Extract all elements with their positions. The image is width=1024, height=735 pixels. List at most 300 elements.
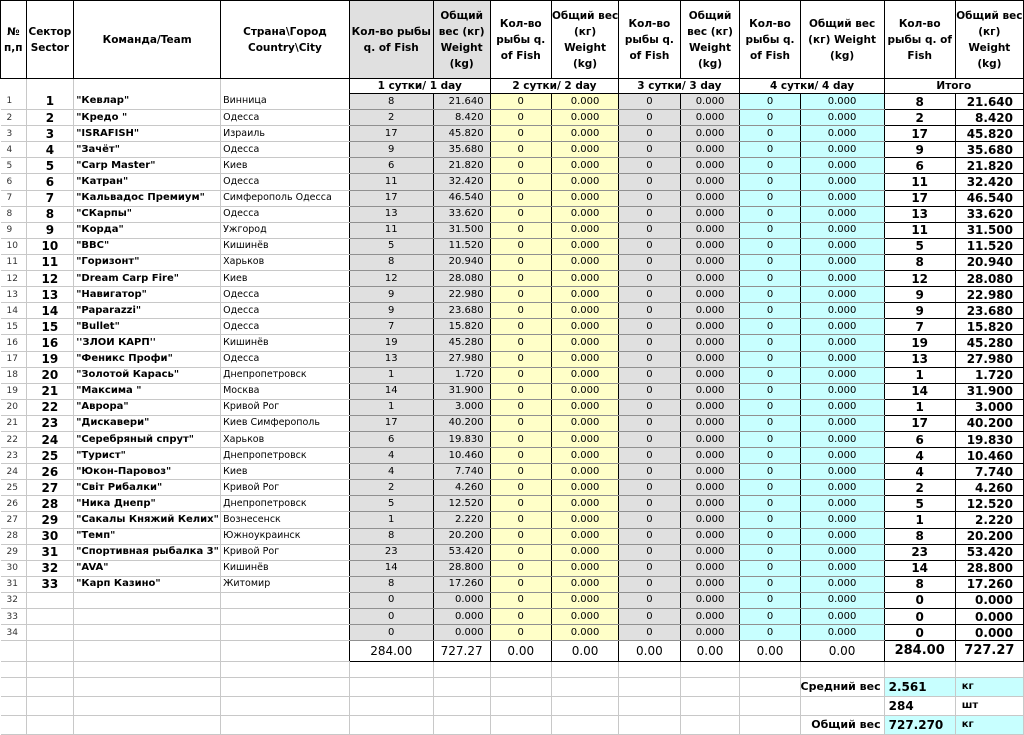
day4-qty: 0 [740, 544, 800, 560]
day2-weight: 0.000 [551, 271, 618, 287]
row-sector: 6 [26, 174, 74, 190]
row-team: "Феникс Профи" [74, 351, 221, 367]
row-city: Киев Симферополь [221, 415, 350, 431]
total-qty: 0 [884, 625, 955, 641]
day1-weight: 19.830 [433, 431, 490, 447]
row-city: Кишинёв [221, 335, 350, 351]
day2-qty: 0 [490, 576, 551, 592]
total-weight: 28.800 [955, 560, 1023, 576]
day1-qty: 8 [349, 528, 433, 544]
header-day2-weight: Общий вес (кг) Weight (kg) [551, 1, 618, 79]
total-weight: 21.820 [955, 158, 1023, 174]
row-sector: 22 [26, 399, 74, 415]
row-num: 29 [1, 544, 27, 560]
day3-weight: 0.000 [680, 431, 740, 447]
row-num: 16 [1, 335, 27, 351]
day2-qty: 0 [490, 528, 551, 544]
day1-weight: 2.220 [433, 512, 490, 528]
day1-weight: 20.940 [433, 254, 490, 270]
day3-qty: 0 [619, 592, 680, 608]
day1-weight: 23.680 [433, 303, 490, 319]
day1-weight: 45.820 [433, 126, 490, 142]
stat-avg-row [1, 678, 1024, 697]
day1-weight: 11.520 [433, 238, 490, 254]
day2-weight: 0.000 [551, 431, 618, 447]
day3-qty: 0 [619, 415, 680, 431]
day4-weight: 0.000 [800, 512, 884, 528]
total-weight: 20.940 [955, 254, 1023, 270]
row-sector: 14 [26, 303, 74, 319]
row-sector [26, 592, 74, 608]
day4-qty: 0 [740, 512, 800, 528]
row-city: Вознесенск [221, 512, 350, 528]
day4-weight: 0.000 [800, 351, 884, 367]
day3-weight: 0.000 [680, 448, 740, 464]
total-weight: 3.000 [955, 399, 1023, 415]
day3-qty: 0 [619, 206, 680, 222]
row-team: "Кредо " [74, 110, 221, 126]
day1-qty: 7 [349, 319, 433, 335]
day4-weight: 0.000 [800, 303, 884, 319]
day2-weight: 0.000 [551, 609, 618, 625]
day1-qty: 11 [349, 222, 433, 238]
day1-weight: 21.820 [433, 158, 490, 174]
row-city: Киев [221, 158, 350, 174]
row-team: "Кальвадос Премиум" [74, 190, 221, 206]
day4-weight: 0.000 [800, 142, 884, 158]
day1-qty: 17 [349, 415, 433, 431]
day4-qty: 0 [740, 287, 800, 303]
day1-qty: 0 [349, 592, 433, 608]
row-num: 12 [1, 271, 27, 287]
day3-qty: 0 [619, 464, 680, 480]
row-num: 6 [1, 174, 27, 190]
day1-weight: 45.280 [433, 335, 490, 351]
day1-qty: 14 [349, 383, 433, 399]
day4-qty: 0 [740, 464, 800, 480]
day3-qty: 0 [619, 335, 680, 351]
header-day3-weight: Общий вес (кг) Weight (kg) [680, 1, 740, 79]
table-row [1, 399, 1024, 415]
day3-qty: 0 [619, 448, 680, 464]
header-day3-qty: Кол-во рыбы q. of Fish [619, 1, 680, 79]
total-qty: 23 [884, 544, 955, 560]
row-team: "Навигатор" [74, 287, 221, 303]
row-city [221, 592, 350, 608]
day2-weight: 0.000 [551, 303, 618, 319]
day1-weight: 22.980 [433, 287, 490, 303]
day2-weight: 0.000 [551, 560, 618, 576]
day4-weight: 0.000 [800, 271, 884, 287]
day-blank [26, 79, 74, 94]
day2-weight: 0.000 [551, 399, 618, 415]
day4-weight: 0.000 [800, 464, 884, 480]
row-num: 20 [1, 399, 27, 415]
totals-blank [74, 641, 221, 662]
total-qty: 19 [884, 335, 955, 351]
row-sector: 16 [26, 335, 74, 351]
day1-qty: 6 [349, 431, 433, 447]
day4-weight: 0.000 [800, 126, 884, 142]
row-num: 26 [1, 496, 27, 512]
row-num: 18 [1, 367, 27, 383]
day3-weight: 0.000 [680, 206, 740, 222]
row-team: "Темп" [74, 528, 221, 544]
total-weight: 31.500 [955, 222, 1023, 238]
day1-qty: 1 [349, 399, 433, 415]
row-team: "Аврора" [74, 399, 221, 415]
day1-qty: 17 [349, 126, 433, 142]
row-city: Харьков [221, 431, 350, 447]
day4-qty: 0 [740, 335, 800, 351]
total-qty: 14 [884, 383, 955, 399]
total-weight: 23.680 [955, 303, 1023, 319]
day3-weight: 0.000 [680, 94, 740, 110]
row-sector: 23 [26, 415, 74, 431]
day4-qty: 0 [740, 126, 800, 142]
row-sector: 5 [26, 158, 74, 174]
day2-qty: 0 [490, 238, 551, 254]
row-sector: 32 [26, 560, 74, 576]
day1-weight: 35.680 [433, 142, 490, 158]
total-qty: 4 [884, 464, 955, 480]
day3-qty: 0 [619, 142, 680, 158]
header-total-qty: Кол-во рыбы q. of Fish [884, 1, 955, 79]
row-sector: 33 [26, 576, 74, 592]
row-team: "Carp Master" [74, 158, 221, 174]
day2-qty: 0 [490, 609, 551, 625]
day2-weight: 0.000 [551, 206, 618, 222]
day3-weight: 0.000 [680, 287, 740, 303]
table-row [1, 287, 1024, 303]
day1-qty: 8 [349, 576, 433, 592]
header-row [1, 1, 1024, 79]
day-blank [1, 79, 27, 94]
day4-weight: 0.000 [800, 560, 884, 576]
row-sector: 15 [26, 319, 74, 335]
day1-qty: 13 [349, 351, 433, 367]
day3-qty: 0 [619, 303, 680, 319]
day4-weight: 0.000 [800, 576, 884, 592]
day4-qty: 0 [740, 399, 800, 415]
row-num: 21 [1, 415, 27, 431]
row-city: Харьков [221, 254, 350, 270]
total-weight: 10.460 [955, 448, 1023, 464]
totals-blank [221, 641, 350, 662]
day3-weight: 0.000 [680, 496, 740, 512]
total-weight: 28.080 [955, 271, 1023, 287]
total-qty: 5 [884, 238, 955, 254]
spacer-row [1, 662, 1024, 678]
day1-qty: 0 [349, 625, 433, 641]
row-num: 27 [1, 512, 27, 528]
total-qty: 12 [884, 271, 955, 287]
row-sector: 28 [26, 496, 74, 512]
totals-blank [26, 641, 74, 662]
row-num: 11 [1, 254, 27, 270]
day-blank [74, 79, 221, 94]
table-row [1, 528, 1024, 544]
header-day2-qty: Кол-во рыбы q. of Fish [490, 1, 551, 79]
total-qty: 13 [884, 206, 955, 222]
day4-weight: 0.000 [800, 431, 884, 447]
total-weight: 2.220 [955, 512, 1023, 528]
table-row [1, 576, 1024, 592]
day2-qty: 0 [490, 592, 551, 608]
row-sector: 2 [26, 110, 74, 126]
day4-weight: 0.000 [800, 415, 884, 431]
day3-qty: 0 [619, 222, 680, 238]
day2-qty: 0 [490, 271, 551, 287]
total-weight: 4.260 [955, 480, 1023, 496]
day3-weight: 0.000 [680, 110, 740, 126]
total-qty: 9 [884, 287, 955, 303]
row-team: "Турист" [74, 448, 221, 464]
day2-weight: 0.000 [551, 464, 618, 480]
day3-weight: 0.000 [680, 560, 740, 576]
day1-qty: 9 [349, 303, 433, 319]
total-weight: 45.280 [955, 335, 1023, 351]
day4-qty: 0 [740, 496, 800, 512]
day2-weight: 0.000 [551, 480, 618, 496]
table-row [1, 335, 1024, 351]
row-team: "AVA" [74, 560, 221, 576]
day2-weight: 0.000 [551, 448, 618, 464]
table-row [1, 625, 1024, 641]
total-qty: 13 [884, 351, 955, 367]
row-city [221, 625, 350, 641]
total-overall-weight: 727.27 [955, 641, 1023, 662]
day2-weight: 0.000 [551, 254, 618, 270]
day2-qty: 0 [490, 287, 551, 303]
row-sector: 9 [26, 222, 74, 238]
total-day3-qty: 0.00 [619, 641, 680, 662]
total-weight-label: Общий вес [800, 716, 884, 735]
day3-weight: 0.000 [680, 592, 740, 608]
day1-weight: 20.200 [433, 528, 490, 544]
row-sector: 4 [26, 142, 74, 158]
total-qty: 2 [884, 110, 955, 126]
total-day3-weight: 0.00 [680, 641, 740, 662]
row-team: "Горизонт" [74, 254, 221, 270]
row-team: "Максима " [74, 383, 221, 399]
row-num: 24 [1, 464, 27, 480]
total-qty: 2 [884, 480, 955, 496]
row-num: 13 [1, 287, 27, 303]
day-label-row [1, 79, 1024, 94]
table-row [1, 254, 1024, 270]
row-num: 32 [1, 592, 27, 608]
day3-weight: 0.000 [680, 399, 740, 415]
day1-weight: 10.460 [433, 448, 490, 464]
day1-qty: 14 [349, 560, 433, 576]
total-qty: 1 [884, 367, 955, 383]
total-day1-qty: 284.00 [349, 641, 433, 662]
day2-qty: 0 [490, 254, 551, 270]
day3-weight: 0.000 [680, 238, 740, 254]
day1-weight: 40.200 [433, 415, 490, 431]
table-row [1, 158, 1024, 174]
day3-weight: 0.000 [680, 609, 740, 625]
day4-weight: 0.000 [800, 448, 884, 464]
day1-qty: 12 [349, 271, 433, 287]
total-weight: 45.820 [955, 126, 1023, 142]
day3-weight: 0.000 [680, 158, 740, 174]
table-row [1, 190, 1024, 206]
header-day4-qty: Кол-во рыбы q. of Fish [740, 1, 800, 79]
day2-weight: 0.000 [551, 238, 618, 254]
row-sector: 24 [26, 431, 74, 447]
day3-qty: 0 [619, 94, 680, 110]
table-row [1, 94, 1024, 110]
row-num: 4 [1, 142, 27, 158]
day2-weight: 0.000 [551, 367, 618, 383]
row-sector: 21 [26, 383, 74, 399]
total-weight: 1.720 [955, 367, 1023, 383]
day1-qty: 0 [349, 609, 433, 625]
day1-weight: 31.500 [433, 222, 490, 238]
row-num: 15 [1, 319, 27, 335]
day1-qty: 13 [349, 206, 433, 222]
total-weight: 33.620 [955, 206, 1023, 222]
row-sector: 10 [26, 238, 74, 254]
day4-qty: 0 [740, 94, 800, 110]
day3-qty: 0 [619, 190, 680, 206]
day3-weight: 0.000 [680, 576, 740, 592]
day1-qty: 11 [349, 174, 433, 190]
total-weight: 35.680 [955, 142, 1023, 158]
day4-weight: 0.000 [800, 544, 884, 560]
day4-qty: 0 [740, 190, 800, 206]
row-city: Днепропетровск [221, 367, 350, 383]
total-qty: 5 [884, 496, 955, 512]
table-row [1, 174, 1024, 190]
day4-weight: 0.000 [800, 335, 884, 351]
day3-label: 3 сутки/ 3 day [619, 79, 740, 94]
row-team: "ISRAFISH" [74, 126, 221, 142]
day4-qty: 0 [740, 158, 800, 174]
table-row [1, 609, 1024, 625]
totals-blank [1, 641, 27, 662]
row-team: "Ника Днепр" [74, 496, 221, 512]
day2-qty: 0 [490, 415, 551, 431]
day4-weight: 0.000 [800, 625, 884, 641]
row-city: Киев [221, 271, 350, 287]
row-city: Кривой Рог [221, 480, 350, 496]
table-row [1, 415, 1024, 431]
day2-weight: 0.000 [551, 592, 618, 608]
day2-weight: 0.000 [551, 158, 618, 174]
day1-weight: 28.800 [433, 560, 490, 576]
row-sector: 7 [26, 190, 74, 206]
row-city: Днепропетровск [221, 496, 350, 512]
day3-qty: 0 [619, 431, 680, 447]
table-row [1, 560, 1024, 576]
day1-weight: 15.820 [433, 319, 490, 335]
row-city: Днепропетровск [221, 448, 350, 464]
row-num: 14 [1, 303, 27, 319]
day4-qty: 0 [740, 303, 800, 319]
total-qty: 4 [884, 448, 955, 464]
row-city: Одесса [221, 287, 350, 303]
day4-weight: 0.000 [800, 367, 884, 383]
total-qty: 11 [884, 174, 955, 190]
header-day1-weight: Общий вес (кг) Weight (kg) [433, 1, 490, 79]
row-team: "Bullet" [74, 319, 221, 335]
header-team: Команда/Team [74, 1, 221, 79]
day3-qty: 0 [619, 625, 680, 641]
day3-qty: 0 [619, 351, 680, 367]
total-qty: 0 [884, 609, 955, 625]
day3-qty: 0 [619, 254, 680, 270]
total-day2-qty: 0.00 [490, 641, 551, 662]
table-row [1, 126, 1024, 142]
day1-weight: 12.520 [433, 496, 490, 512]
avg-weight-value: 2.561 [884, 678, 955, 697]
day2-qty: 0 [490, 625, 551, 641]
totals-row [1, 641, 1024, 662]
day1-weight: 33.620 [433, 206, 490, 222]
table-row [1, 512, 1024, 528]
day3-weight: 0.000 [680, 142, 740, 158]
row-team: "Dream Carp Fire" [74, 271, 221, 287]
row-sector: 11 [26, 254, 74, 270]
table-row [1, 303, 1024, 319]
day3-qty: 0 [619, 110, 680, 126]
total-weight: 22.980 [955, 287, 1023, 303]
day3-qty: 0 [619, 383, 680, 399]
day2-weight: 0.000 [551, 174, 618, 190]
total-qty: 9 [884, 303, 955, 319]
day3-weight: 0.000 [680, 126, 740, 142]
row-team [74, 625, 221, 641]
total-day4-weight: 0.00 [800, 641, 884, 662]
row-city: Одесса [221, 303, 350, 319]
day4-qty: 0 [740, 319, 800, 335]
row-team: "Зачёт" [74, 142, 221, 158]
total-weight: 40.200 [955, 415, 1023, 431]
day3-qty: 0 [619, 287, 680, 303]
day3-qty: 0 [619, 158, 680, 174]
day2-qty: 0 [490, 512, 551, 528]
row-num: 17 [1, 351, 27, 367]
total-qty: 17 [884, 415, 955, 431]
total-weight: 11.520 [955, 238, 1023, 254]
day4-weight: 0.000 [800, 222, 884, 238]
day4-weight: 0.000 [800, 206, 884, 222]
row-team: "Світ Рибалки" [74, 480, 221, 496]
day3-weight: 0.000 [680, 480, 740, 496]
row-city: Симферополь Одесса [221, 190, 350, 206]
table-row [1, 367, 1024, 383]
day1-qty: 6 [349, 158, 433, 174]
day2-weight: 0.000 [551, 625, 618, 641]
day2-weight: 0.000 [551, 287, 618, 303]
day1-qty: 19 [349, 335, 433, 351]
total-day2-weight: 0.00 [551, 641, 618, 662]
day2-weight: 0.000 [551, 528, 618, 544]
day1-weight: 3.000 [433, 399, 490, 415]
day2-weight: 0.000 [551, 142, 618, 158]
day4-weight: 0.000 [800, 383, 884, 399]
total-weight: 31.900 [955, 383, 1023, 399]
day2-weight: 0.000 [551, 190, 618, 206]
row-sector: 31 [26, 544, 74, 560]
row-num: 28 [1, 528, 27, 544]
row-city [221, 609, 350, 625]
day4-qty: 0 [740, 609, 800, 625]
row-num: 34 [1, 625, 27, 641]
